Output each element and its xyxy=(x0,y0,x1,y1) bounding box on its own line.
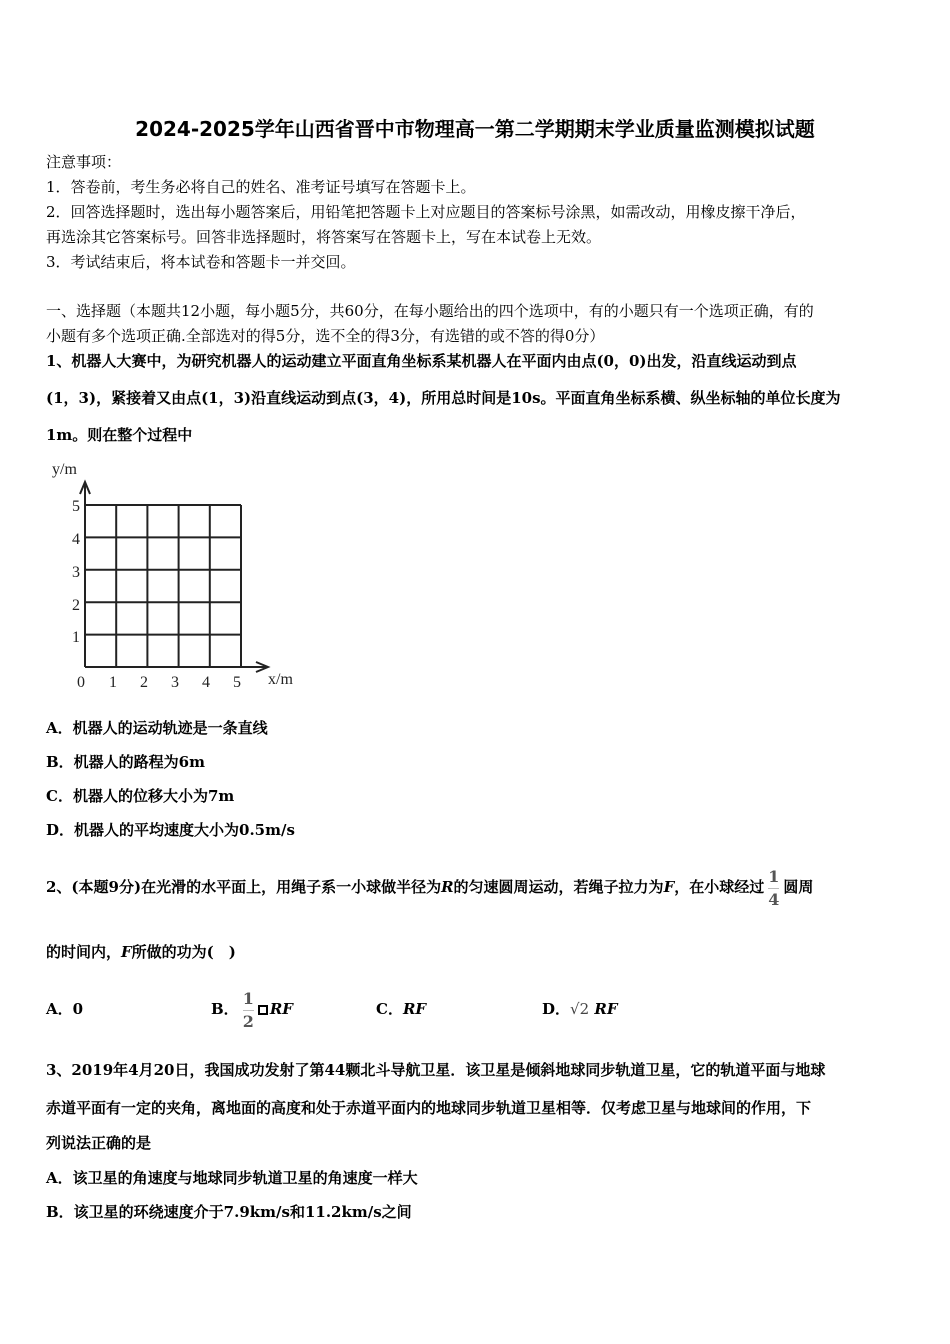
page-title: 2024-2025学年山西省晋中市物理高一第二学期期末学业质量监测模拟试题 xyxy=(135,117,815,141)
y-tick: 5 xyxy=(72,498,80,515)
q3-text: 3、2019年4月20日，我国成功发射了第44颗北斗导航卫星．该卫星是倾斜地球同步轨道卫星，它的轨道平面与地球 xyxy=(46,1061,826,1079)
grid-lines xyxy=(85,505,241,667)
q1-text: 1、机器人大赛中，为研究机器人的运动建立平面直角坐标系某机器人在平面内由点(0，0)出发，沿直线运动到点 xyxy=(46,352,797,370)
x-tick: 1 xyxy=(109,674,117,691)
x-tick: 4 xyxy=(202,674,210,691)
coordinate-grid-figure xyxy=(40,450,310,700)
q3-text: 列说法正确的是 xyxy=(46,1134,152,1152)
note-line: 2．回答选择题时，选出每小题答案后，用铅笔把答题卡上对应题目的答案标号涂黑，如需改动，用橡皮擦干净后， xyxy=(46,203,806,221)
q1-option-c: C．机器人的位移大小为7m xyxy=(46,787,235,805)
note-line: 3．考试结束后，将本试卷和答题卡一并交回。 xyxy=(46,253,356,271)
x-tick: 2 xyxy=(140,674,148,691)
fraction-quarter: $\frac{1}{4}$ xyxy=(768,866,780,909)
q2-text: 2、(本题9分)在光滑的水平面上，用绳子系一小球做半径为R的匀速圆周运动，若绳子拉力为F，在小球经过 $\frac{1}{4}$ 圆周 xyxy=(46,866,814,909)
q2-option-c: C．RF xyxy=(376,1000,427,1018)
note-line: 再选涂其它答案标号。回答非选择题时，将答案写在答题卡上，写在本试卷上无效。 xyxy=(46,228,602,246)
x-tick: 3 xyxy=(171,674,179,691)
q3-option-a: A．该卫星的角速度与地球同步轨道卫星的角速度一样大 xyxy=(46,1169,418,1187)
x-tick: 5 xyxy=(233,674,241,691)
y-tick: 2 xyxy=(72,597,80,614)
q3-option-b: B．该卫星的环绕速度介于7.9km/s和11.2km/s之间 xyxy=(46,1203,412,1221)
axes-arrows xyxy=(80,482,268,672)
q1-option-b: B．机器人的路程为6m xyxy=(46,753,205,771)
x-axis-label: x/m xyxy=(268,671,293,688)
q1-option-a: A．机器人的运动轨迹是一条直线 xyxy=(46,719,268,737)
q1-text: 1m。则在整个过程中 xyxy=(46,426,193,444)
notes-heading: 注意事项： xyxy=(46,153,122,171)
y-tick: 1 xyxy=(72,629,80,646)
q1-text: (1，3)，紧接着又由点(1，3)沿直线运动到点(3，4)，所用总时间是10s。平面直角坐标系横、纵坐标轴的单位长度为 xyxy=(46,389,841,407)
y-axis-label: y/m xyxy=(52,461,77,478)
section-heading: 一、选择题（本题共12小题，每小题5分，共60分，在每小题给出的四个选项中，有的小题只有一个选项正确，有的 xyxy=(46,302,814,320)
q2-option-a: A．0 xyxy=(46,1000,84,1018)
q3-text: 赤道平面有一定的夹角，离地面的高度和处于赤道平面内的地球同步轨道卫星相等．仅考虑卫星与地球间的作用，下 xyxy=(46,1099,812,1117)
note-line: 1．答卷前，考生务必将自己的姓名、准考证号填写在答题卡上。 xyxy=(46,178,476,196)
y-tick: 3 xyxy=(72,564,80,581)
q1-option-d: D．机器人的平均速度大小为0.5m/s xyxy=(46,821,295,839)
q2-text: 的时间内，F所做的功为( ) xyxy=(46,943,236,961)
q2-option-b: B． $\frac{1}{2}$ RF xyxy=(211,988,293,1031)
x-tick: 0 xyxy=(77,674,85,691)
q2-option-d: D．√2 RF xyxy=(542,1000,618,1018)
y-tick: 4 xyxy=(72,531,80,548)
section-heading: 小题有多个选项正确.全部选对的得5分，选不全的得3分，有选错的或不答的得0分） xyxy=(46,327,605,345)
